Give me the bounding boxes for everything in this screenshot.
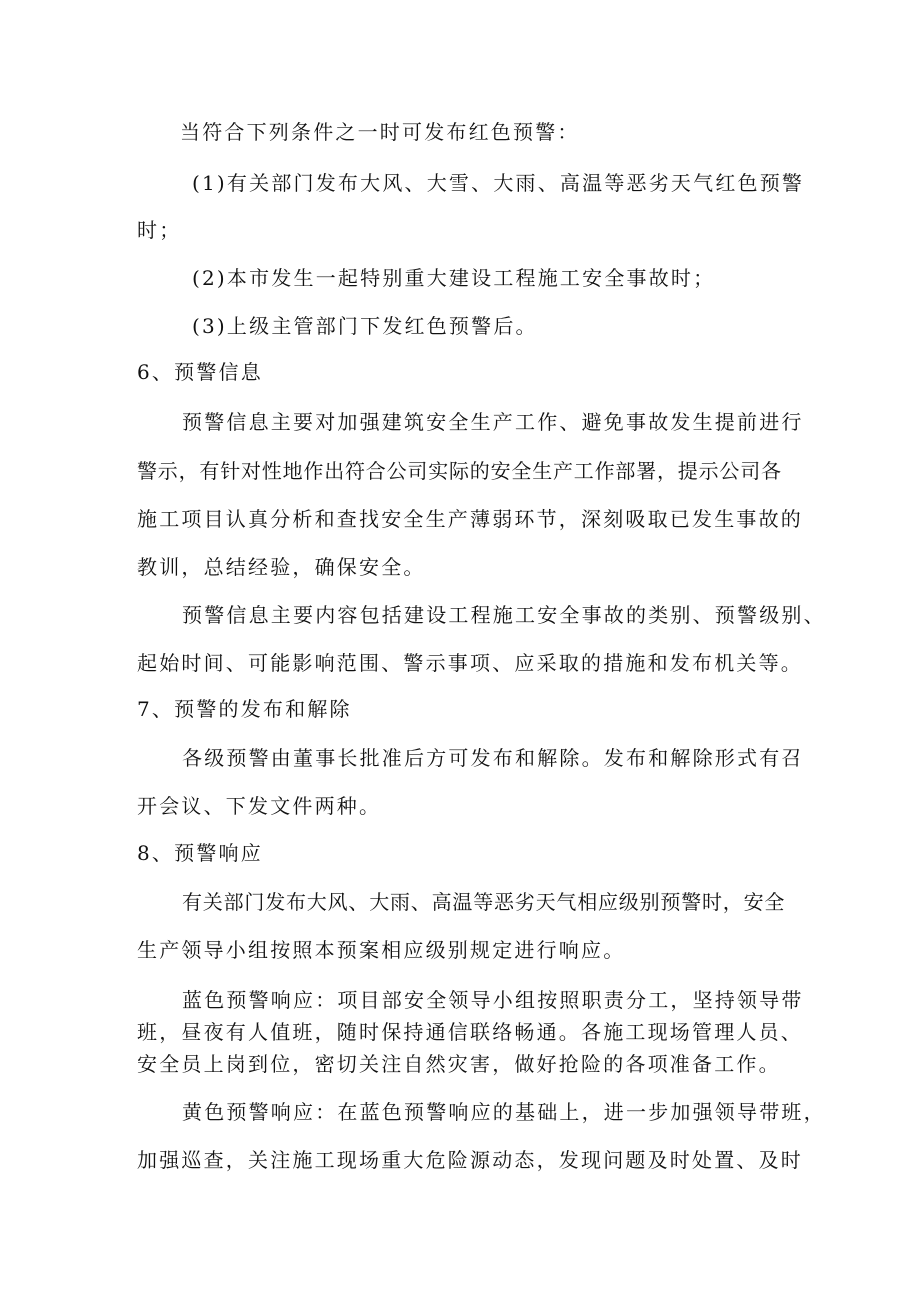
section-6-para-1-line-2: 警示，有针对性地作出符合公司实际的安全生产工作部署，提示公司各 <box>137 459 782 483</box>
condition-1-line-2: 时； <box>137 218 182 242</box>
section-6-para-1-line-1: 预警信息主要对加强建筑安全生产工作、避免事故发生提前进行 <box>182 410 804 434</box>
condition-1-line-1: (1)有关部门发布大风、大雪、大雨、高温等恶劣天气红色预警 <box>192 171 805 195</box>
section-6-para-1-line-4: 教训，总结经验，确保安全。 <box>137 555 426 579</box>
blue-warning-line-3: 安全员上岗到位，密切关注自然灾害，做好抢险的各项准备工作。 <box>137 1052 781 1076</box>
section-7-para-line-1: 各级预警由董事长批准后方可发布和解除。发布和解除形式有召 <box>182 746 804 770</box>
blue-warning-line-2: 班，昼夜有人值班，随时保持通信联络畅通。各施工现场管理人员、 <box>137 1020 803 1044</box>
yellow-warning-line-2: 加强巡查，关注施工现场重大危险源动态，发现问题及时处置、及时 <box>137 1148 803 1172</box>
section-6-para-2-line-1: 预警信息主要内容包括建设工程施工安全事故的类别、预警级别、 <box>182 603 826 627</box>
condition-3: (3)上级主管部门下发红色预警后。 <box>192 314 538 338</box>
blue-warning-line-1: 蓝色预警响应：项目部安全领导小组按照职责分工，坚持领导带 <box>182 988 804 1012</box>
section-8-para-1-line-1: 有关部门发布大风、大雨、高温等恶劣天气相应级别预警时，安全 <box>182 890 786 914</box>
section-6-para-2-line-2: 起始时间、可能影响范围、警示事项、应采取的措施和发布机关等。 <box>137 651 803 675</box>
section-8-heading: 8、预警响应 <box>137 841 263 865</box>
section-6-heading: 6、预警信息 <box>137 360 263 384</box>
section-6-para-1-line-3: 施工项目认真分析和查找安全生产薄弱环节，深刻吸取已发生事故的 <box>137 507 803 531</box>
condition-2: (2)本市发生一起特别重大建设工程施工安全事故时； <box>192 266 716 290</box>
yellow-warning-line-1: 黄色预警响应：在蓝色预警响应的基础上，进一步加强领导带班， <box>182 1100 826 1124</box>
section-7-para-line-2: 开会议、下发文件两种。 <box>137 794 382 818</box>
red-warning-intro: 当符合下列条件之一时可发布红色预警： <box>180 120 580 144</box>
section-8-para-1-line-2: 生产领导小组按照本预案相应级别规定进行响应。 <box>137 938 626 962</box>
section-7-heading: 7、预警的发布和解除 <box>137 697 352 721</box>
